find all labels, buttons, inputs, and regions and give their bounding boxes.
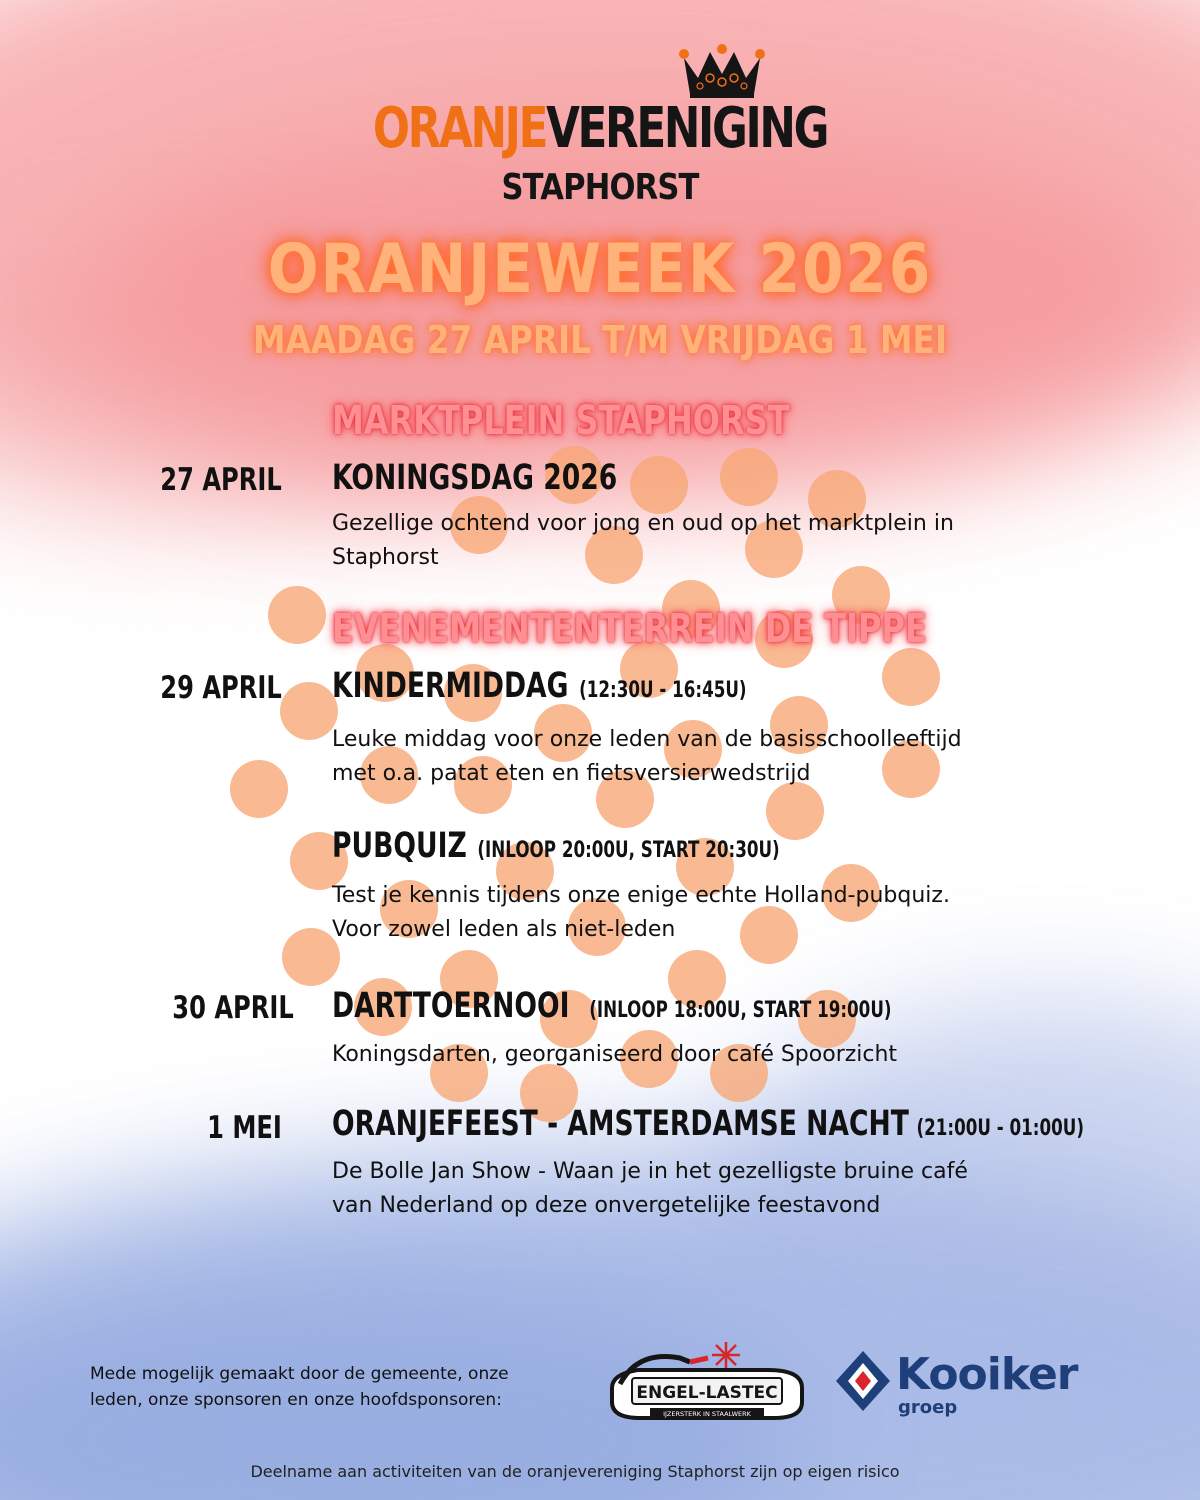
sponsor-name: ENGEL-LASTEC [636, 1383, 778, 1403]
description-line: van Nederland op deze onvergetelijke feestavond [332, 1193, 881, 1218]
sponsor-tagline: IJZERSTERK IN STAALWERK [663, 1410, 751, 1418]
sponsor-credit [90, 1361, 590, 1413]
logo-black-part: VERENIGING [546, 96, 828, 161]
kooiker-diamond-icon [834, 1349, 892, 1419]
event-time: (21:00U - 01:00U) [916, 1116, 1084, 1141]
kooiker-groep-logo [834, 1345, 1104, 1425]
event-title [332, 826, 780, 866]
credit-line: leden, onze sponsoren en onze hoofdsponsoren: [90, 1390, 502, 1410]
event-date: 27 APRIL [160, 462, 282, 498]
event-time: (INLOOP 20:00U, START 20:30U) [477, 838, 780, 863]
page-title: ORANJEWEEK 2026 [267, 230, 933, 309]
logo-subtitle: STAPHORST [501, 167, 699, 208]
disclaimer: Deelname aan activiteiten van de oranjevereniging Staphorst zijn op eigen risico [250, 1462, 900, 1481]
event-date: 1 MEI [207, 1110, 282, 1146]
crown-icon [676, 44, 768, 100]
week-dates: MAADAG 27 APRIL T/M VRIJDAG 1 MEI [253, 318, 947, 362]
description-line: Gezellige ochtend voor jong en oud op het marktplein in [332, 511, 954, 536]
event-title [332, 458, 617, 498]
credit-line: Mede mogelijk gemaakt door de gemeente, onze [90, 1364, 509, 1384]
description-line: De Bolle Jan Show - Waan je in het gezelligste bruine café [332, 1159, 968, 1184]
event-name: KINDERMIDDAG [332, 666, 569, 706]
description-line: Koningsdarten, georganiseerd door café Spoorzicht [332, 1042, 898, 1067]
event-description [332, 1038, 1092, 1072]
event-description [332, 507, 1092, 575]
event-name: PUBQUIZ [332, 826, 467, 866]
description-line: met o.a. patat eten en fietsversierwedstrijd [332, 761, 811, 786]
organisation-logo [132, 96, 1068, 161]
description-line: Staphorst [332, 545, 439, 570]
event-time: (INLOOP 18:00U, START 19:00U) [589, 998, 892, 1023]
event-title [332, 1104, 1084, 1144]
event-date: 29 APRIL [160, 670, 282, 706]
event-name: ORANJEFEEST - AMSTERDAMSE NACHT [332, 1104, 909, 1144]
sponsor-subtitle: groep [898, 1397, 958, 1418]
description-line: Voor zowel leden als niet-leden [332, 917, 676, 942]
event-description [332, 879, 1092, 947]
description-line: Test je kennis tijdens onze enige echte Holland-pubquiz. [332, 883, 950, 908]
event-date: 30 APRIL [172, 990, 294, 1026]
event-time: (12:30U - 16:45U) [579, 678, 747, 703]
event-title [332, 666, 747, 706]
event-name: KONINGSDAG 2026 [332, 458, 618, 498]
sponsor-name: Kooiker [896, 1349, 1078, 1400]
venue-heading-de-tippe: EVENEMENTENTERREIN DE TIPPE [332, 606, 927, 652]
logo-orange-part: ORANJE [372, 96, 547, 161]
engel-lastec-logo [598, 1340, 816, 1432]
event-description [332, 723, 1092, 791]
spark-icon [712, 1342, 740, 1368]
event-description [332, 1155, 1092, 1223]
event-title [332, 986, 892, 1026]
event-name: DARTTOERNOOI [332, 986, 570, 1026]
description-line: Leuke middag voor onze leden van de basisschoolleeftijd [332, 727, 962, 752]
venue-heading-marktplein: MARKTPLEIN STAPHORST [332, 398, 790, 444]
